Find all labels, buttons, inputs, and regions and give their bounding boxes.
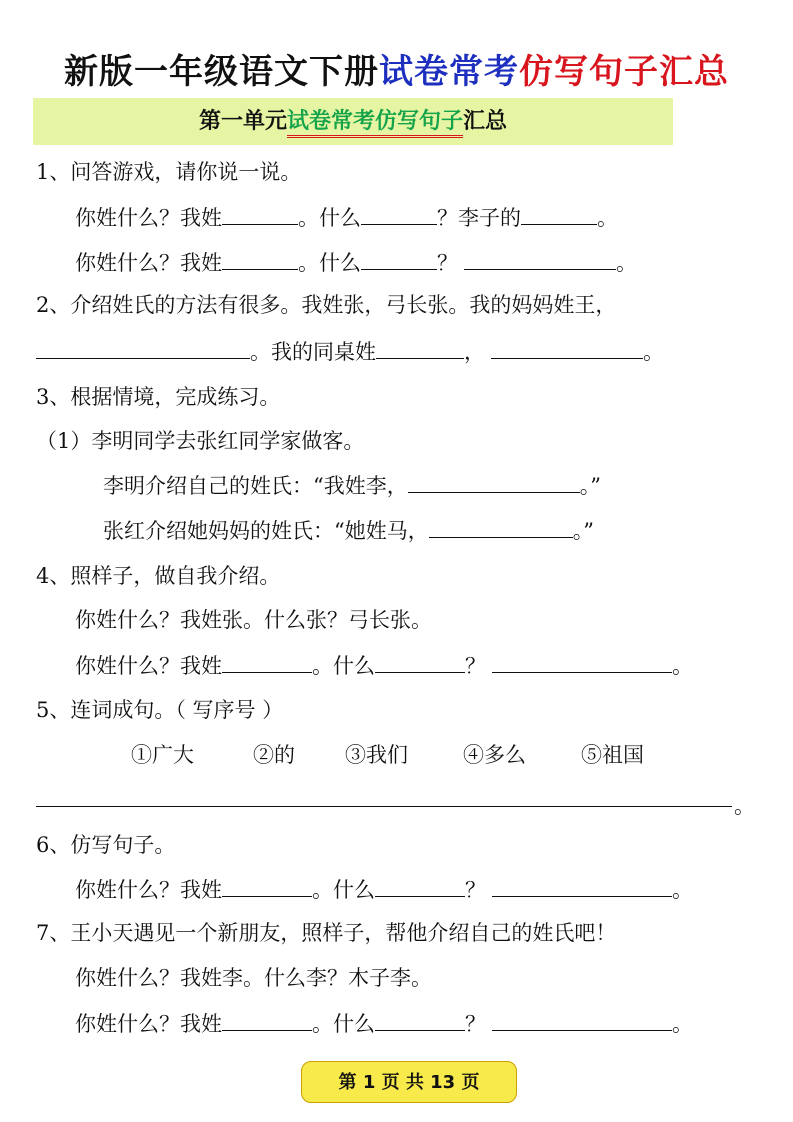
answer-blank[interactable]: [492, 650, 672, 673]
page-title: 新版一年级语文下册试卷常考仿写句子汇总: [64, 52, 729, 92]
q1-title: 1、问答游戏，请你说一说。: [36, 160, 302, 184]
word-item: ②的: [253, 743, 295, 767]
q5-word-list: [131, 740, 644, 770]
answer-blank[interactable]: [429, 515, 573, 538]
answer-blank[interactable]: [521, 202, 597, 225]
answer-blank[interactable]: [36, 336, 250, 359]
answer-line[interactable]: [36, 806, 732, 807]
q7-example: 你姓什么？我姓李。什么李？木子李。: [75, 966, 432, 990]
q4-title: 4、照样子，做自我介绍。: [36, 564, 281, 588]
word-item: ④多么: [463, 743, 526, 767]
q4-example: 你姓什么？我姓张。什么张？弓长张。: [75, 608, 432, 632]
unit-banner: 第一单元试卷常考仿写句子汇总: [33, 98, 673, 145]
q3-line2: 张红介绍她妈妈的姓氏：“她姓马， 。”: [103, 515, 594, 545]
q5-period: 。: [734, 794, 755, 818]
q7-title: 7、王小天遇见一个新朋友，照样子，帮他介绍自己的姓氏吧！: [36, 921, 617, 945]
answer-blank[interactable]: [492, 1008, 672, 1031]
q6-line1: 你姓什么？我姓 。什么 ？ 。: [75, 874, 693, 904]
q3-title: 3、根据情境，完成练习。: [36, 385, 281, 409]
answer-blank[interactable]: [375, 650, 465, 673]
q2-title: 2、介绍姓氏的方法有很多。我姓张，弓长张。我的妈妈姓王，: [36, 293, 617, 317]
answer-blank[interactable]: [361, 202, 437, 225]
answer-blank[interactable]: [375, 874, 465, 897]
answer-blank[interactable]: [408, 470, 580, 493]
word-item: ⑤祖国: [581, 743, 644, 767]
q1-line2: 你姓什么？我姓 。什么 ？ 。: [75, 247, 637, 277]
answer-blank[interactable]: [376, 336, 464, 359]
q7-line1: 你姓什么？我姓 。什么 ？ 。: [75, 1008, 693, 1038]
answer-blank[interactable]: [464, 247, 616, 270]
q1-line1: 你姓什么？我姓 。什么 ？李子的 。: [75, 202, 618, 232]
q2-line1: 。我的同桌姓 ， 。: [36, 336, 664, 366]
answer-blank[interactable]: [361, 247, 437, 270]
word-item: ①广大: [131, 743, 194, 767]
q6-title: 6、仿写句子。: [36, 833, 176, 857]
q3-line1: 李明介绍自己的姓氏：“我姓李， 。”: [103, 470, 601, 500]
q4-line1: 你姓什么？我姓 。什么 ？ 。: [75, 650, 693, 680]
answer-blank[interactable]: [222, 1008, 312, 1031]
word-item: ③我们: [345, 743, 408, 767]
answer-blank[interactable]: [222, 650, 312, 673]
answer-blank[interactable]: [222, 874, 312, 897]
answer-blank[interactable]: [492, 874, 672, 897]
answer-blank[interactable]: [491, 336, 643, 359]
page-number-badge: 第 1 页 共 13 页: [301, 1061, 517, 1103]
q3-sub: （1）李明同学去张红同学家做客。: [36, 429, 365, 453]
answer-blank[interactable]: [222, 247, 298, 270]
q5-title: 5、连词成句。（ 写序号 ）: [36, 698, 284, 722]
answer-blank[interactable]: [375, 1008, 465, 1031]
answer-blank[interactable]: [222, 202, 298, 225]
